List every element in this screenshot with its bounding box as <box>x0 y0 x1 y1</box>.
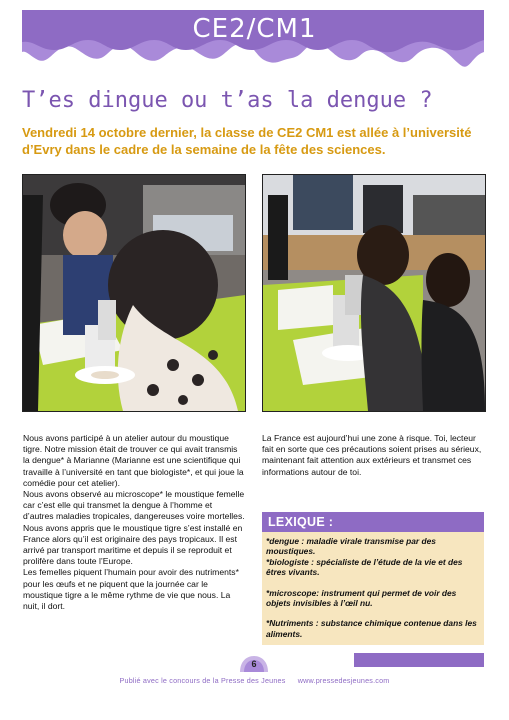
paragraph: Nous avons observé au microscope* le moustique femelle car c’est elle qui transmet la dengue à l’homme et d’autres maladies tropicales, dangereuses voire mortelles. <box>23 489 245 522</box>
photo-boys-microscope <box>262 174 486 412</box>
lexique-entry: *dengue : maladie virale transmise par des moustiques. <box>266 536 436 557</box>
paragraph: Nous avons participé à un atelier autour du moustique tigre. Notre mission était de trouver ce qui avait transmis la dengue* à Marianne (Marianne est une scientifique qui travaille à l’université en tant que biologiste*, et qui joue la comédie pour cet atelier). <box>23 433 244 488</box>
paragraph: La France est aujourd’hui une zone à risque. Toi, lecteur fait en sorte que ces précautions soient prises au sérieux, maintenant fait attention aux extérieurs et transmet ces informations autour de toi. <box>262 433 482 477</box>
footer-url[interactable]: www.pressedesjeunes.com <box>297 676 390 685</box>
paragraph: Nous avons appris que le moustique tigre s’est installé en France alors qu’il est originaire des pays tropicaux. Il est arrivé par transport maritime et depuis il se reproduit et prolifère dans toute l’Europe. <box>23 522 243 567</box>
footer-credit: Publié avec le concours de la Presse des Jeunes <box>119 676 286 685</box>
lexique-title: LEXIQUE : <box>262 512 484 532</box>
paragraph: Les femelles piquent l’humain pour avoir des nutriments* pour les œufs et ne piquent que la journée car le moustique tigre a le même rythme de vie que nous. La nuit, il dort. <box>23 567 239 612</box>
page-number: 6 <box>251 659 257 669</box>
section-title: CE2/CM1 <box>192 14 317 44</box>
article-body-left <box>23 433 245 612</box>
lexique-entry: *biologiste : spécialiste de l’étude de la vie et des êtres vivants. <box>266 556 463 578</box>
article-subhead: Vendredi 14 octobre dernier, la classe de CE2 CM1 est allée à l’université d’Evry dans le cadre de la semaine de la fête des sciences. <box>22 125 472 157</box>
photo-child-microscope <box>22 174 246 412</box>
footer <box>0 676 509 685</box>
footer-accent-bar <box>354 653 484 667</box>
lexique-entry: *microscope: instrument qui permet de voir des objets invisibles à l’œil nu. <box>266 587 457 609</box>
lexique-entries <box>266 536 480 639</box>
lexique-box <box>262 512 484 645</box>
article-headline: T’es dingue ou t’as la dengue ? <box>22 88 433 113</box>
article-body-right <box>262 433 484 478</box>
lexique-entry: *Nutriments : substance chimique contenue dans les aliments. <box>266 618 477 639</box>
